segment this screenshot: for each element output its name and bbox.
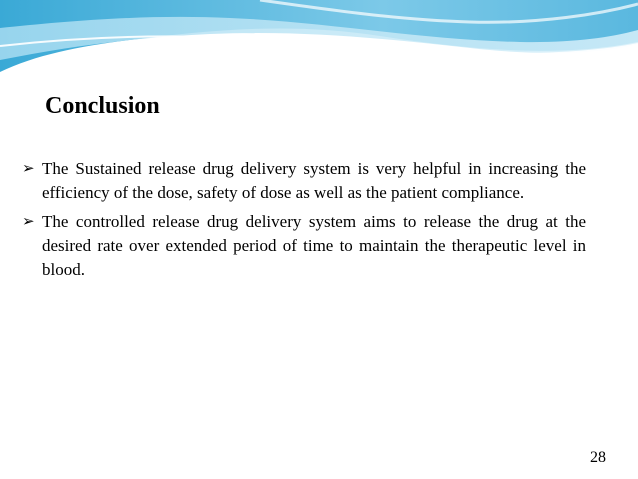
bullet-item <box>22 210 586 282</box>
arrowhead-bullet-icon: ➢ <box>22 161 35 177</box>
slide-title: Conclusion <box>45 93 160 119</box>
header-wave-decoration <box>0 0 638 75</box>
page-number: 28 <box>590 449 606 466</box>
bullet-list <box>22 157 586 287</box>
bullet-text: The controlled release drug delivery system aims to release the drug at the desired rate over extended period of time to maintain the therapeutic level in blood. <box>42 212 586 279</box>
arrowhead-bullet-icon: ➢ <box>22 214 35 230</box>
bullet-item <box>22 157 586 205</box>
bullet-text: The Sustained release drug delivery system is very helpful in increasing the efficiency of the dose, safety of dose as well as the patient compliance. <box>42 159 586 202</box>
